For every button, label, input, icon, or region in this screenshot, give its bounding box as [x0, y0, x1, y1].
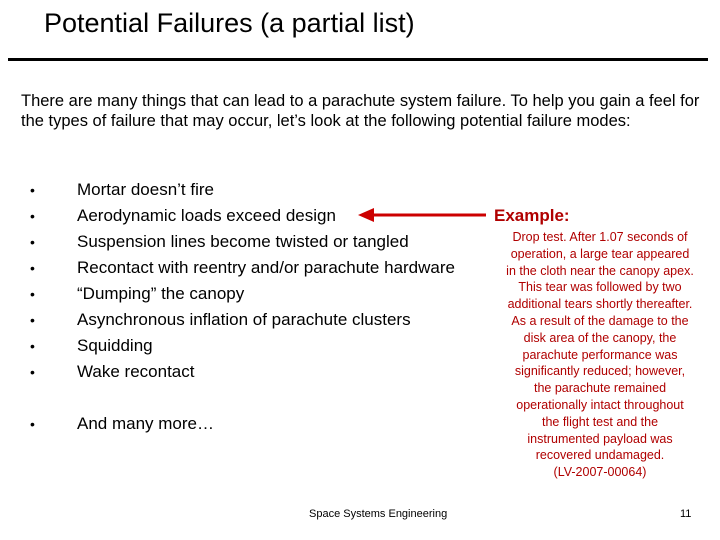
bullet-marker: •: [30, 416, 35, 432]
bullet-marker: •: [30, 182, 35, 198]
example-line: As a result of the damage to the: [511, 313, 689, 328]
example-text: [488, 229, 712, 481]
bullet-marker: •: [30, 208, 35, 224]
example-line: in the cloth near the canopy apex.: [506, 263, 694, 278]
list-item-text: Recontact with reentry and/or parachute hardware: [77, 258, 455, 277]
example-line: the parachute remained: [533, 381, 667, 396]
list-item-text: Aerodynamic loads exceed design: [77, 206, 336, 225]
list-item-text: “Dumping” the canopy: [77, 284, 245, 303]
example-heading: Example:: [494, 206, 570, 225]
list-item-text: Squidding: [77, 336, 153, 355]
bullet-marker: •: [30, 364, 35, 380]
example-line: Drop test. After 1.07 seconds of: [512, 230, 688, 244]
list-item-text: Asynchronous inflation of parachute clusters: [77, 310, 411, 329]
example-line: significantly reduced; however,: [514, 364, 686, 379]
bullet-marker: •: [30, 338, 35, 354]
bullet-marker: •: [30, 260, 35, 276]
example-line: the flight test and the: [541, 414, 659, 429]
example-line: operation, a large tear appeared: [510, 246, 690, 261]
example-line: parachute performance was: [522, 347, 678, 362]
list-item-text: Wake recontact: [77, 362, 195, 381]
example-line: disk area of the canopy, the: [523, 330, 677, 345]
arrow-left-icon: [358, 206, 486, 224]
example-line: recovered undamaged.: [535, 448, 665, 463]
example-line: additional tears shortly thereafter.: [507, 297, 693, 312]
list-item-text: Mortar doesn’t fire: [77, 180, 214, 199]
slide-title: Potential Failures (a partial list): [44, 8, 415, 38]
example-line: instrumented payload was: [527, 431, 673, 446]
list-item-text: Suspension lines become twisted or tangled: [77, 232, 409, 251]
bullet-marker: •: [30, 286, 35, 302]
example-line: This tear was followed by two: [518, 280, 682, 295]
title-divider: [8, 58, 708, 61]
intro-paragraph: There are many things that can lead to a parachute system failure. To help you gain a feel for the types of failure that may occur, let’s look at the following potential failure modes:: [21, 92, 700, 130]
example-line: (LV-2007-00064): [553, 465, 647, 480]
page-number: 11: [680, 508, 692, 520]
footer-text: Space Systems Engineering: [309, 508, 448, 520]
example-line: operationally intact throughout: [516, 397, 684, 412]
list-item-text: And many more…: [77, 414, 214, 433]
bullet-marker: •: [30, 234, 35, 250]
bullet-marker: •: [30, 312, 35, 328]
